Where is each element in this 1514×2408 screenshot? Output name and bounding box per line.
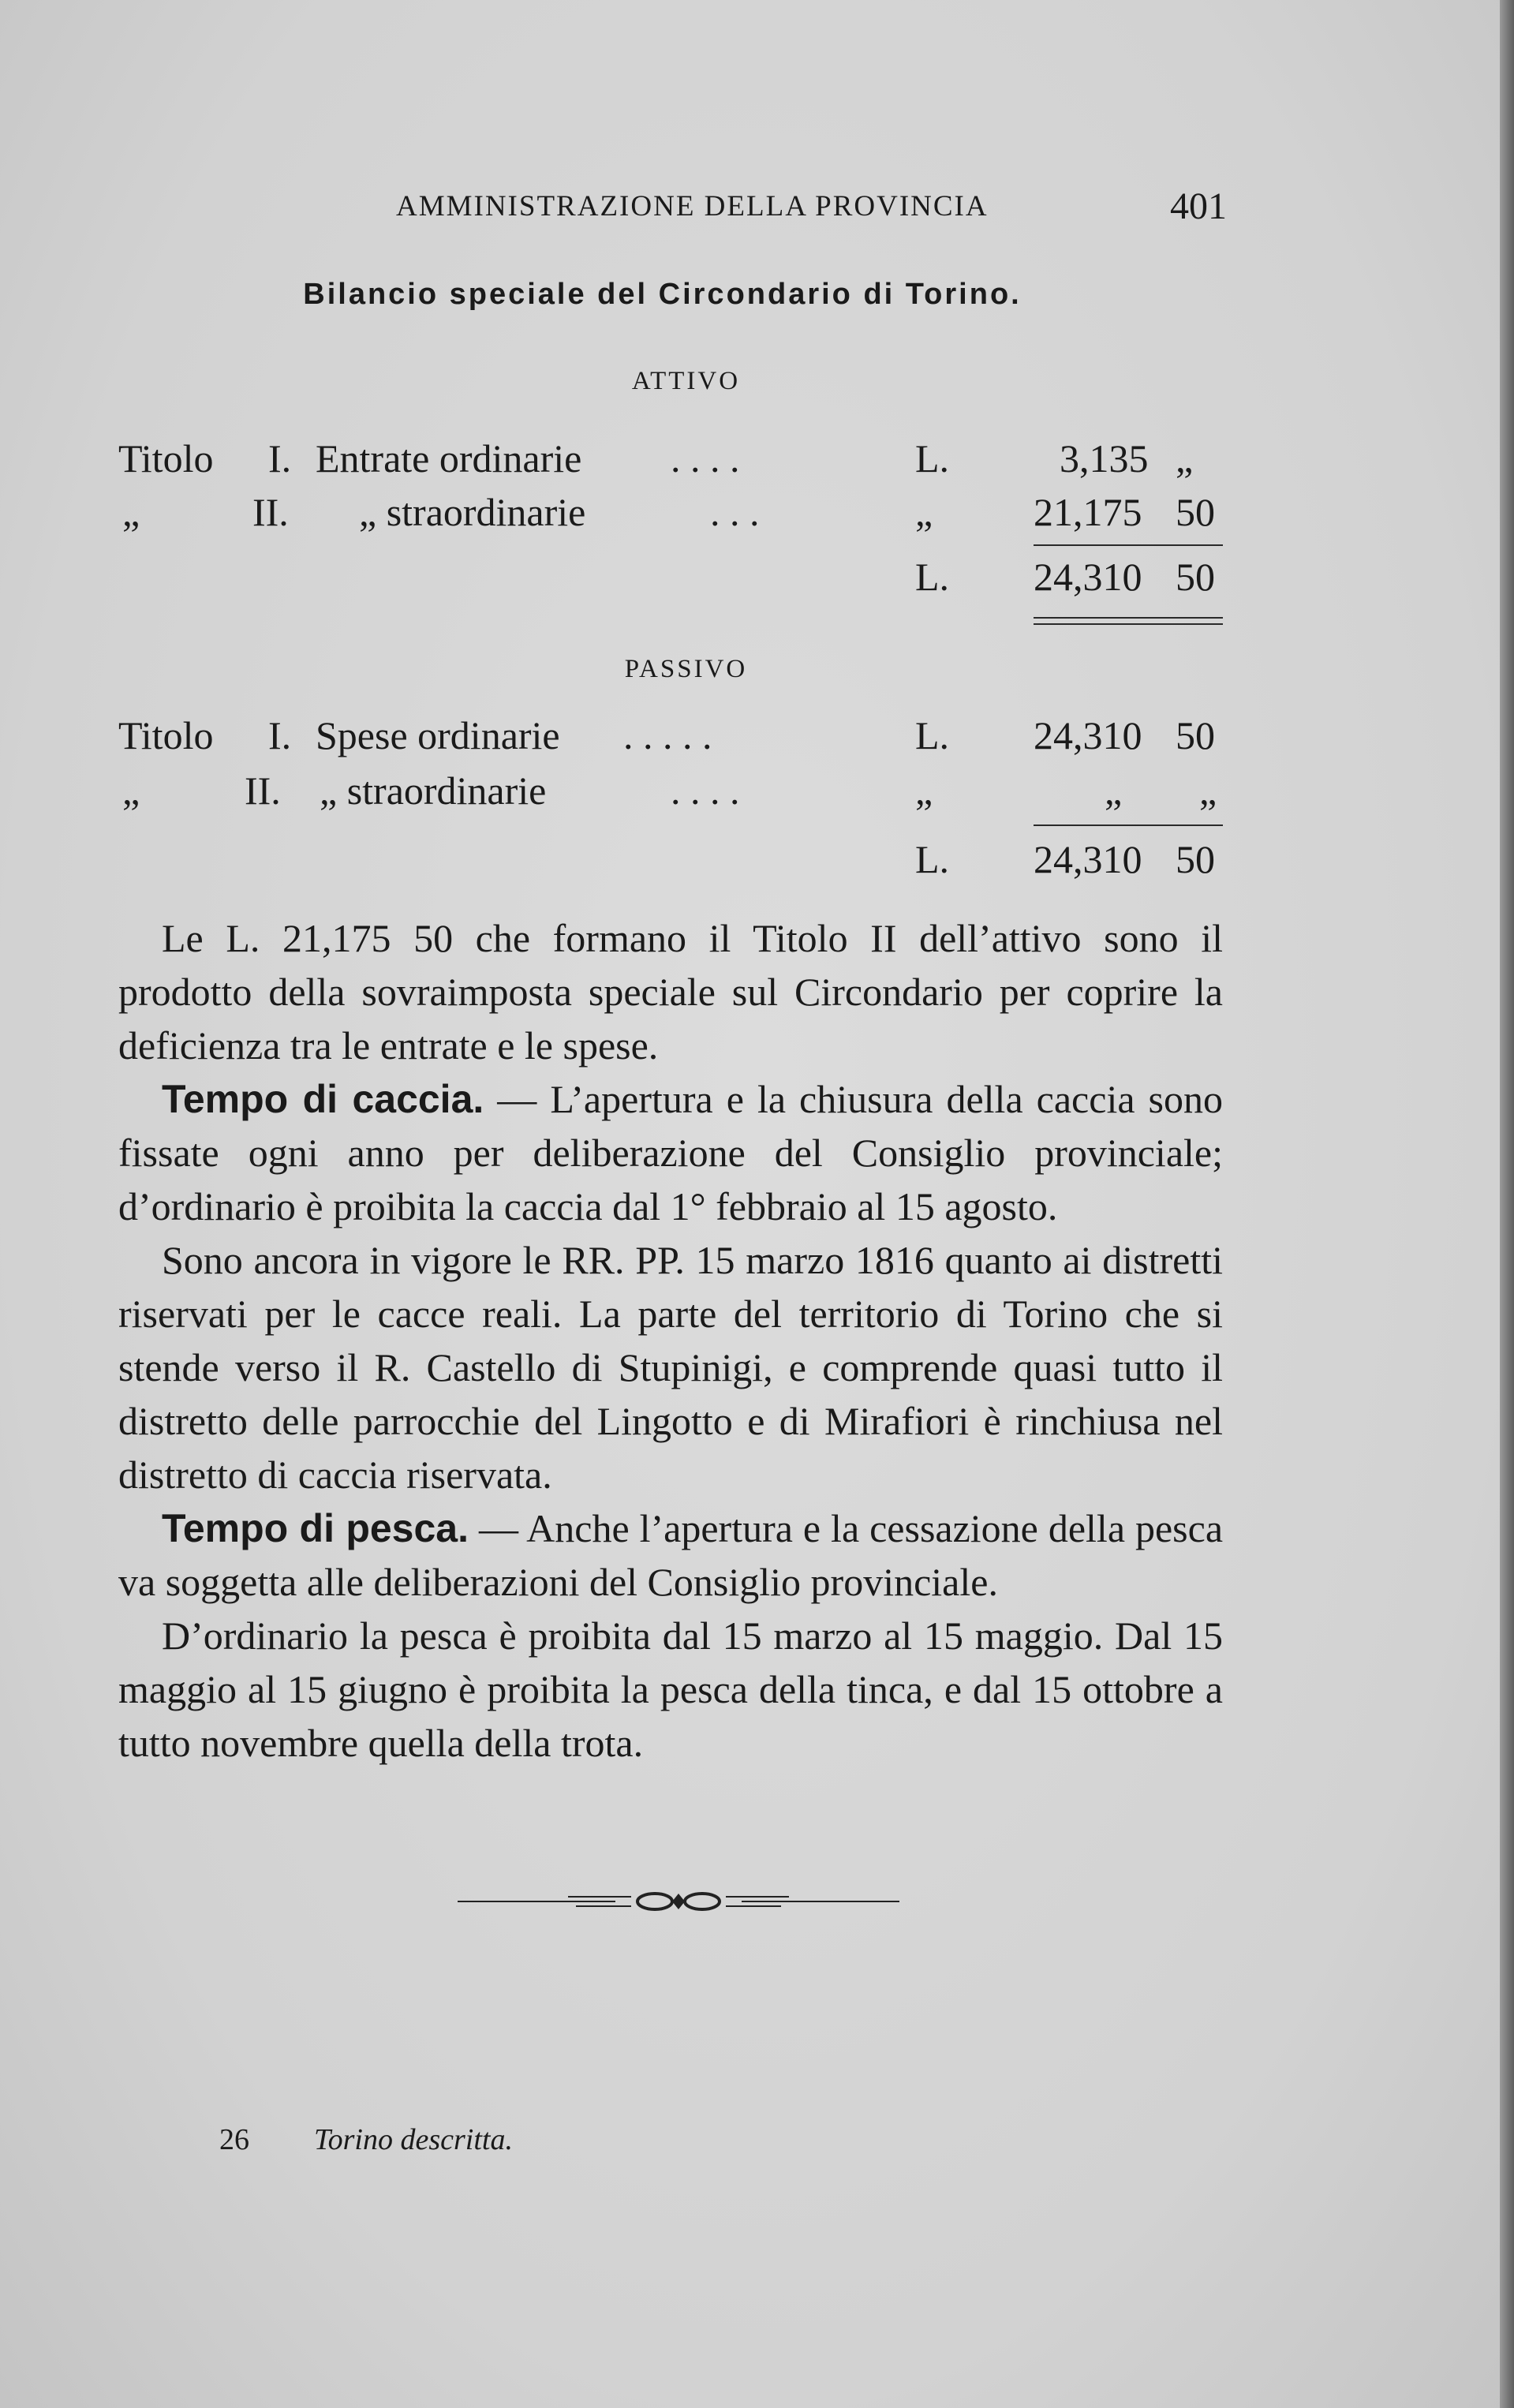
total-amount: 24,310 (1034, 555, 1142, 599)
total-currency: L. (915, 837, 950, 881)
row-amount: 21,175 (1034, 490, 1142, 534)
row-currency: L. (915, 436, 950, 480)
attivo-total (118, 554, 1223, 601)
text-tempo-di-caccia: — L’apertura e la chiusura della caccia sono fissate ogni anno per deliberazione del Consiglio provinciale; d’ordinario è proibita la caccia dal 1° febbraio al 15 agosto. (118, 1077, 1224, 1228)
row-roman: I. (268, 436, 292, 480)
row-amount: 3,135 (1060, 436, 1149, 480)
paragraph-tempo-di-caccia (118, 1072, 1223, 1233)
row-desc: „ straordinarie (320, 768, 547, 813)
row-dots: . . . . (671, 768, 740, 813)
row-currency: „ (915, 490, 933, 534)
sum-rule (1034, 544, 1223, 546)
row-desc: Entrate ordinarie (316, 436, 582, 480)
passivo-row-1 (118, 712, 1223, 760)
row-currency: L. (915, 713, 950, 757)
row-currency: „ (915, 768, 933, 813)
heading-tempo-di-pesca: Tempo di pesca. (162, 1506, 469, 1550)
ornament-divider-icon (458, 1886, 899, 1917)
row-dots: . . . . . (623, 713, 712, 757)
paragraph-distretti-riservati: Sono ancora in vigore le RR. PP. 15 marzo 1816 quanto ai distretti riservati per le cacce reali. La parte del territorio di Torino che si stende verso il R. Castello di Stupinigi, e comprende quasi tutto il distretto delle parrocchie del Lingotto e di Mirafiori è rinchiusa nel distretto di caccia riservata. (118, 1238, 1223, 1497)
book-title: Torino descritta. (314, 2123, 513, 2156)
paragraph-tempo-di-pesca (118, 1501, 1223, 1609)
total-cents: 50 (1176, 837, 1215, 881)
row-cents: „ (1199, 768, 1217, 813)
row-label: „ (122, 490, 140, 534)
body-text (118, 911, 1223, 1770)
signature-mark: 26 (219, 2123, 249, 2156)
row-roman: II. (252, 490, 289, 534)
row-desc: „ straordinarie (359, 490, 586, 534)
row-label: Titolo (118, 436, 214, 480)
row-roman: I. (268, 713, 292, 757)
row-dots: . . . . (671, 436, 740, 480)
row-desc: Spese ordinarie (316, 713, 560, 757)
page-edge-shadow (1500, 0, 1514, 2408)
row-amount: 24,310 (1034, 713, 1142, 757)
row-amount: „ (1105, 768, 1123, 813)
attivo-heading: ATTIVO (631, 367, 741, 395)
total-cents: 50 (1176, 555, 1215, 599)
row-cents: 50 (1176, 490, 1215, 534)
row-cents: 50 (1176, 713, 1215, 757)
total-double-rule-bottom (1034, 623, 1223, 625)
total-amount: 24,310 (1034, 837, 1142, 881)
row-label: „ (122, 768, 140, 813)
row-cents: „ (1176, 436, 1194, 480)
sum-rule (1034, 824, 1223, 826)
page-number: 401 (1170, 185, 1227, 227)
total-currency: L. (915, 555, 950, 599)
passivo-heading: PASSIVO (624, 655, 748, 683)
text-tempo-di-pesca: — Anche l’apertura e la cessazione della pesca va soggetta alle deliberazioni del Consiglio provinciale. (118, 1506, 1224, 1604)
heading-tempo-di-caccia: Tempo di caccia. (162, 1077, 484, 1121)
attivo-row-1 (118, 436, 1223, 483)
running-head: AMMINISTRAZIONE DELLA PROVINCIA (396, 190, 989, 222)
row-label: Titolo (118, 713, 214, 757)
row-dots: . . . (710, 490, 760, 534)
page-header (118, 185, 1227, 237)
passivo-total (118, 836, 1223, 884)
row-roman: II. (245, 768, 281, 813)
attivo-row-2 (118, 489, 1223, 537)
paragraph-sovraimposta: Le L. 21,175 50 che formano il Titolo II dell’attivo sono il prodotto della sovraimposta speciale sul Circondario per coprire la deficienza tra le entrate e le spese. (118, 916, 1223, 1068)
paragraph-divieti-pesca: D’ordinario la pesca è proibita dal 15 marzo al 15 maggio. Dal 15 maggio al 15 giugno è proibita la pesca della tinca, e dal 15 ottobre a tutto novembre quella della trota. (118, 1613, 1223, 1765)
passivo-row-2 (118, 768, 1223, 815)
total-double-rule-top (1034, 617, 1223, 619)
section-title: Bilancio speciale del Circondario di Torino. (303, 278, 1022, 311)
